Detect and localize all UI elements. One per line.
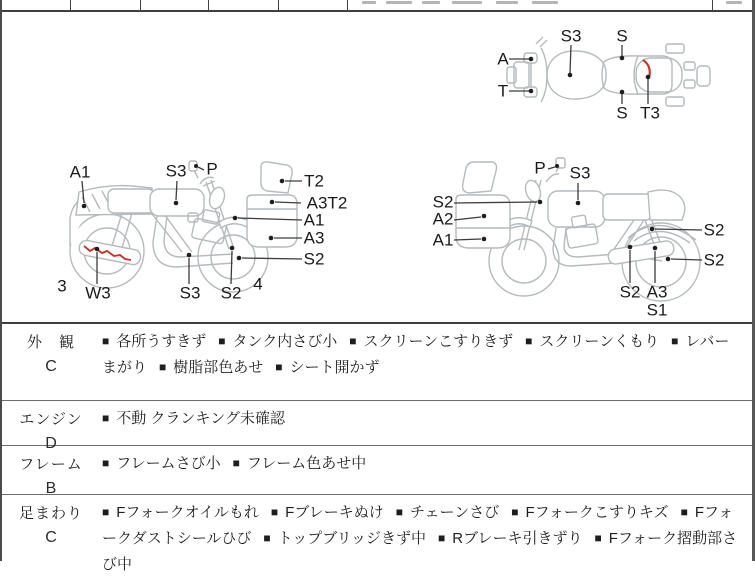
diagram-label-left-a3t2: A3T2 xyxy=(306,193,348,213)
bullet-square-icon: ■ xyxy=(232,456,240,470)
bullet-square-icon: ■ xyxy=(102,411,110,425)
diagram-label-left-a1: A1 xyxy=(303,210,325,230)
defect-text: Fフォーク摺動部さび中 xyxy=(102,530,738,573)
bullet-square-icon: ■ xyxy=(671,334,679,348)
bullet-square-icon: ■ xyxy=(275,360,283,374)
bullet-square-icon: ■ xyxy=(525,334,533,348)
diagram-label-left-t2: T2 xyxy=(304,171,324,191)
defect-text: 各所うすきず xyxy=(116,333,207,350)
bullet-square-icon: ■ xyxy=(102,456,110,470)
bullet-square-icon: ■ xyxy=(438,531,446,545)
bullet-square-icon: ■ xyxy=(263,531,271,545)
diagram-label-right-s3: S3 xyxy=(569,163,591,183)
diagram-label-left-w3: W3 xyxy=(85,283,111,303)
bullet-square-icon: ■ xyxy=(594,531,602,545)
diagram-label-top-t: T xyxy=(497,81,509,101)
defect-text: スクリーンくもり xyxy=(539,333,660,350)
defect-text: タンク内さび小 xyxy=(232,333,338,350)
bullet-square-icon: ■ xyxy=(159,360,167,374)
section-grade: C xyxy=(45,529,57,546)
diagram-label-right-s2: S2 xyxy=(703,220,725,240)
diagram-label-right-a2: A2 xyxy=(432,209,454,229)
diagram-label-left-4: 4 xyxy=(253,274,263,294)
diagram-label-right-s2: S2 xyxy=(703,250,725,270)
bullet-square-icon: ■ xyxy=(102,334,110,348)
section-name: エンジン xyxy=(19,411,83,428)
bullet-square-icon: ■ xyxy=(511,505,519,519)
defect-text: チェーンさび xyxy=(410,504,500,521)
bullet-square-icon: ■ xyxy=(349,334,357,348)
diagram-label-left-s2: S2 xyxy=(220,283,242,303)
diagram-label-right-p: P xyxy=(534,158,546,178)
bullet-square-icon: ■ xyxy=(270,505,279,519)
bullet-square-icon: ■ xyxy=(218,334,226,348)
section-grade: D xyxy=(45,435,57,452)
diagram-label-top-s: S xyxy=(616,103,628,123)
defect-text: シート開かず xyxy=(289,359,380,376)
bullet-square-icon: ■ xyxy=(395,505,403,519)
bullet-square-icon: ■ xyxy=(102,505,110,519)
section-grade: C xyxy=(45,358,57,375)
defect-text: Fフォークこすりキズ xyxy=(525,504,669,521)
diagram-label-left-3: 3 xyxy=(57,276,67,296)
diagram-label-left-p: P xyxy=(206,159,218,179)
vehicle-damage-diagram xyxy=(2,12,752,322)
section-grade: B xyxy=(45,480,57,497)
diagram-label-right-a1: A1 xyxy=(432,230,454,250)
defect-text: フレーム色あせ中 xyxy=(246,455,367,472)
diagram-label-top-s3: S3 xyxy=(560,26,582,46)
diagram-label-right-a3: A3 xyxy=(646,282,668,302)
defect-text: 不動 クランキング未確認 xyxy=(116,410,285,427)
defect-text: レバーまがり xyxy=(102,333,730,376)
defect-text: トップブリッジきず中 xyxy=(277,530,427,547)
defect-text: Fブレーキぬけ xyxy=(285,504,384,521)
diagram-label-left-a1: A1 xyxy=(69,162,91,182)
diagram-label-right-s2: S2 xyxy=(432,192,454,212)
diagram-label-right-s1: S1 xyxy=(646,300,668,320)
diagram-label-left-a3: A3 xyxy=(303,228,325,248)
defect-text: Fフォークオイルもれ xyxy=(116,504,259,521)
diagram-label-left-s3: S3 xyxy=(165,161,187,181)
diagram-label-top-t3: T3 xyxy=(640,103,660,123)
diagram-label-right-s2: S2 xyxy=(619,282,641,302)
diagram-label-left-s2: S2 xyxy=(303,249,325,269)
section-name: 足まわり xyxy=(18,505,83,522)
diagram-label-left-s3: S3 xyxy=(179,283,201,303)
diagram-label-top-s: S xyxy=(616,26,628,46)
defect-text: Rブレーキ引きずり xyxy=(452,530,583,547)
defect-text: Fフォークダストシールひび xyxy=(102,504,734,547)
bullet-square-icon: ■ xyxy=(680,505,688,519)
defect-text: フレームさび小 xyxy=(116,455,221,472)
defect-text: 樹脂部色あせ xyxy=(173,359,264,376)
section-name: フレーム xyxy=(19,456,83,473)
diagram-label-top-a: A xyxy=(497,49,509,69)
section-name: 外 観 xyxy=(26,334,75,351)
defect-text: スクリーンこすりきず xyxy=(363,333,514,350)
